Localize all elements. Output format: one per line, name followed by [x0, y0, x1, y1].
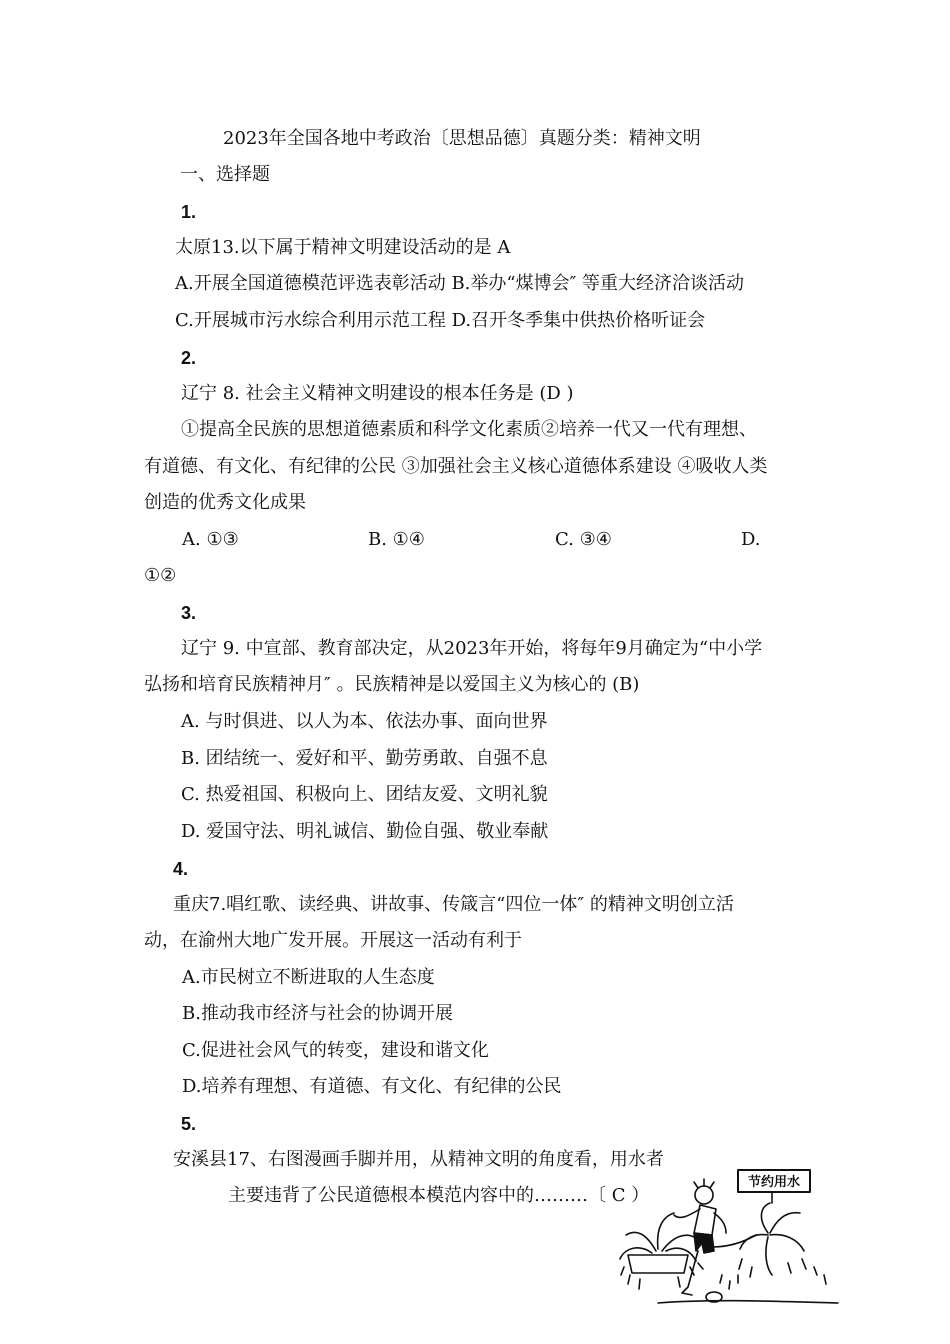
sign-text: 节约用水 — [747, 1175, 801, 1190]
question-2-option-d-value: ①② — [144, 565, 177, 586]
ground — [658, 1301, 838, 1303]
question-1-stem: 太原13.以下属于精神文明建设活动的是 A — [175, 237, 511, 258]
water-waste-cartoon — [618, 1163, 848, 1309]
question-2-body-line1: ①提高全民族的思想道德素质和科学文化素质②培养一代又一代有理想、 — [181, 419, 757, 440]
left-water — [620, 1213, 696, 1261]
question-2-option-c: C. ③④ — [555, 529, 612, 550]
question-1-number: 1. — [181, 202, 197, 222]
question-2-stem: 辽宁 8. 社会主义精神文明建设的根本任务是 (D ) — [181, 383, 574, 404]
question-5-stem-line2: 主要违背了公民道德根本模范内容中的………〔 C ） — [228, 1185, 650, 1206]
question-5-number: 5. — [181, 1114, 197, 1134]
question-4-option-d: D.培养有理想、有道德、有文化、有纪律的公民 — [182, 1076, 562, 1097]
question-4-option-a: A.市民树立不断进取的人生态度 — [182, 967, 435, 988]
question-4-option-b: B.推动我市经济与社会的协调开展 — [182, 1003, 453, 1024]
question-3-number: 3. — [181, 603, 197, 623]
question-1-options-ab: A.开展全国道德模范评选表彰活动 B.举办“煤博会″ 等重大经济洽谈活动 — [175, 273, 745, 294]
question-4-stem-line2: 动，在渝州大地广发开展。开展这一活动有利于 — [144, 930, 522, 951]
question-2-body-line2: 有道德、有文化、有纪律的公民 ③加强社会主义核心道德体系建设 ④吸收人类 — [144, 456, 768, 477]
question-3-option-d: D. 爱国守法、明礼诚信、勤俭自强、敬业奉献 — [181, 821, 549, 842]
question-2-body-line3: 创造的优秀文化成果 — [144, 492, 306, 513]
question-4-stem-line1: 重庆7.唱红歌、读经典、讲故事、传箴言“四位一体″ 的精神文明创立活 — [173, 894, 734, 915]
section-heading: 一、选择题 — [180, 164, 270, 185]
question-2-option-a: A. ①③ — [182, 529, 239, 550]
question-4-number: 4. — [173, 859, 189, 879]
person-arm-left — [674, 1209, 700, 1217]
question-4-option-c: C.促进社会风气的转变，建设和谐文化 — [182, 1040, 489, 1061]
person-shorts — [694, 1233, 714, 1253]
page-title: 2023年全国各地中考政治〔思想品德〕真题分类：精神文明 — [223, 128, 701, 149]
person-leg-kicking — [712, 1235, 756, 1247]
question-3-stem-line1: 辽宁 9. 中宣部、教育部决定，从2023年开始，将每年9月确定为“中小学 — [181, 638, 763, 659]
question-2-option-b: B. ①④ — [368, 529, 425, 550]
question-3-stem-line2: 弘扬和培育民族精神月″ 。民族精神是以爱国主义为核心的 (B) — [144, 674, 640, 695]
question-2-number: 2. — [181, 348, 197, 368]
person-body — [694, 1205, 716, 1235]
question-3-option-b: B. 团结统一、爱好和平、勤劳勇敢、自强不息 — [181, 748, 548, 769]
left-sink — [628, 1255, 688, 1273]
question-3-option-c: C. 热爱祖国、积极向上、团结友爱、文明礼貌 — [181, 784, 548, 805]
question-1-options-cd: C.开展城市污水综合利用示范工程 D.召开冬季集中供热价格听证会 — [175, 310, 706, 331]
question-3-option-a: A. 与时俱进、以人为本、依法办事、面向世界 — [181, 711, 548, 732]
question-2-option-d: D. — [741, 529, 761, 550]
question-5-stem-line1: 安溪县17、右图漫画手脚并用，从精神文明的角度看，用水者 — [173, 1149, 664, 1170]
person-arm-right — [714, 1213, 726, 1233]
